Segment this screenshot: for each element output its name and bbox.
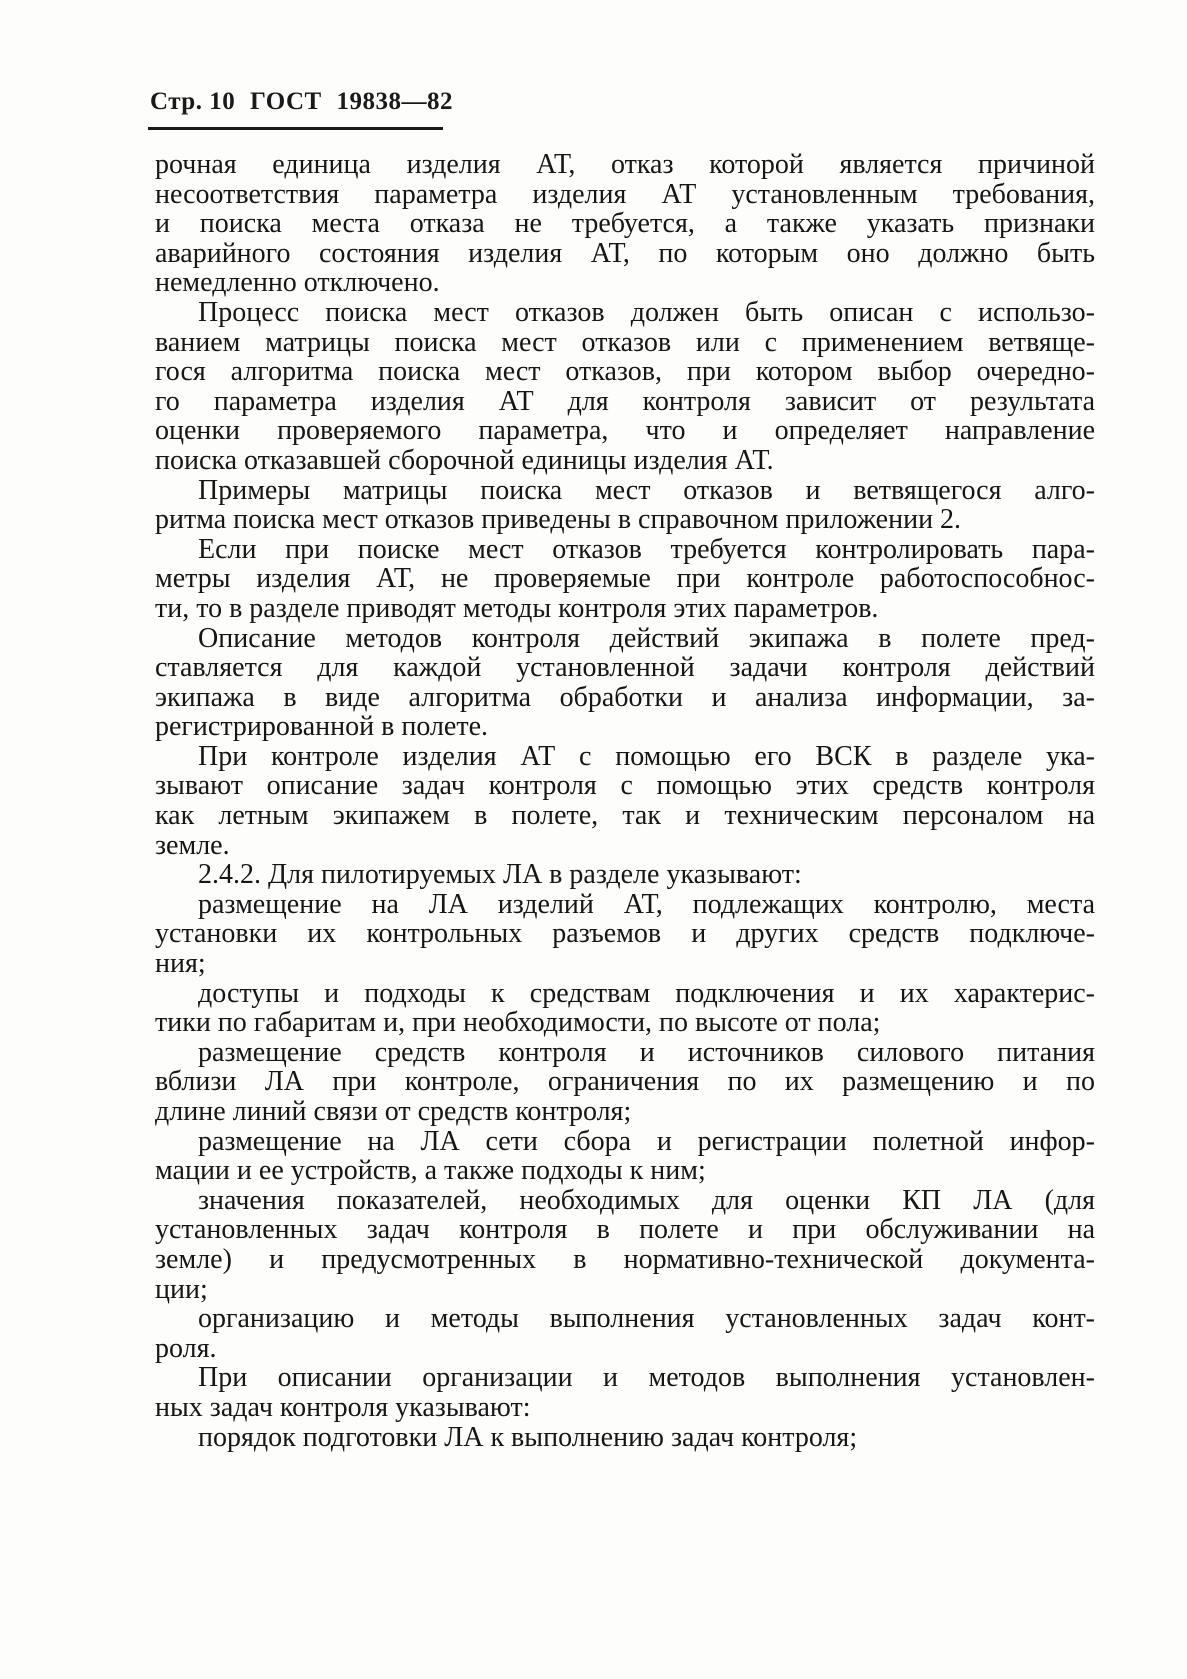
text-line: поиска отказавшей сборочной единицы изделия АТ. [155, 444, 774, 476]
text-line: аварийного состояния изделия АТ, по которым оно должно быть [155, 237, 1095, 269]
text-line: доступы и подходы к средствам подключения и их характерис- [198, 977, 1095, 1009]
text-line: ния; [155, 948, 206, 980]
text-line: земле. [155, 829, 230, 861]
text-line: Если при поиске мест отказов требуется контролировать пара- [198, 533, 1095, 565]
page-header [150, 88, 461, 116]
text-line: как летным экипажем в полете, так и техническим персоналом на [155, 800, 1095, 832]
text-line: вблизи ЛА при контроле, ограничения по их размещению и по [155, 1066, 1095, 1098]
text-line: ти, то в разделе приводят методы контроля этих параметров. [155, 592, 879, 624]
text-line: Примеры матрицы поиска мест отказов и ветвящегося алго- [198, 474, 1095, 506]
text-line: зывают описание задач контроля с помощью этих средств контроля [155, 770, 1095, 802]
text-line: ции; [155, 1273, 208, 1305]
text-line: размещение на ЛА сети сбора и регистрации полетной инфор- [198, 1125, 1095, 1157]
body-text [155, 150, 1095, 1452]
text-line: При контроле изделия АТ с помощью его ВСК в разделе ука- [198, 740, 1095, 772]
text-line: ных задач контроля указывают: [155, 1391, 531, 1423]
text-line: порядок подготовки ЛА к выполнению задач контроля; [198, 1421, 858, 1453]
text-line: ванием матрицы поиска мест отказов или с применением ветвяще- [155, 326, 1095, 358]
text-line: и поиска места отказа не требуется, а также указать признаки [155, 208, 1095, 240]
text-line: рочная единица изделия АТ, отказ которой является причиной [155, 149, 1095, 180]
text-line: длине линий связи от средств контроля; [155, 1096, 632, 1127]
text-line: регистрированной в полете. [155, 711, 489, 743]
text-line: размещение на ЛА изделий АТ, подлежащих контролю, места [198, 888, 1095, 920]
text-line: установки их контрольных разъемов и других средств подключе- [155, 918, 1095, 950]
text-line: тики по габаритам и, при необходимости, по высоте от пола; [155, 1007, 881, 1039]
text-line: оценки проверяемого параметра, что и определяет направление [155, 415, 1095, 447]
text-line: роля. [155, 1332, 217, 1364]
text-line: метры изделия АТ, не проверяемые при контроле работоспособнос- [155, 563, 1095, 595]
text-line: ставляется для каждой установленной задачи контроля действий [155, 652, 1095, 684]
text-line: го параметра изделия АТ для контроля зависит от результата [155, 385, 1095, 417]
text-line: установленных задач контроля в полете и при обслуживании на [155, 1214, 1095, 1246]
text-line: мации и ее устройств, а также подходы к ним; [155, 1155, 706, 1187]
text-line: организацию и методы выполнения установленных задач конт- [198, 1303, 1095, 1335]
text-line: При описании организации и методов выполнения установлен- [198, 1362, 1095, 1394]
text-line: Процесс поиска мест отказов должен быть описан с использо- [198, 296, 1095, 328]
text-line: размещение средств контроля и источников силового питания [198, 1036, 1095, 1068]
text-line: земле) и предусмотренных в нормативно-технической документа- [155, 1243, 1095, 1275]
text-line: немедленно отключено. [155, 267, 440, 299]
standard-label: ГОСТ [249, 88, 322, 115]
standard-number: 19838—82 [336, 88, 453, 115]
text-line: ритма поиска мест отказов приведены в справочном приложении 2. [155, 504, 962, 536]
header-rule [148, 127, 443, 130]
page-number: Стр. 10 [150, 88, 236, 115]
text-line: несоответствия параметра изделия АТ установленным требования, [155, 178, 1095, 210]
text-line: значения показателей, необходимых для оценки КП ЛА (для [198, 1184, 1095, 1216]
text-line: 2.4.2. Для пилотируемых ЛА в разделе указывают: [198, 859, 802, 891]
text-line: гося алгоритма поиска мест отказов, при котором выбор очередно- [155, 356, 1095, 388]
text-line: Описание методов контроля действий экипажа в полете пред- [198, 622, 1095, 654]
text-line: экипажа в виде алгоритма обработки и анализа информации, за- [155, 681, 1095, 713]
